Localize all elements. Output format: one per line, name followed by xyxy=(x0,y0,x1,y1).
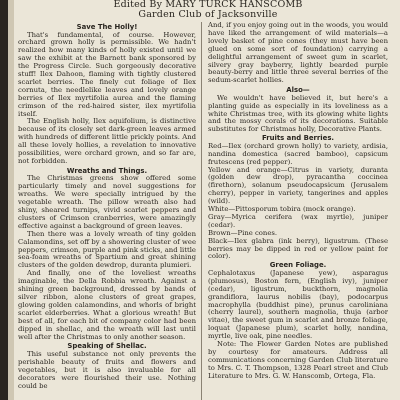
list-paragraph: Yellow and orange—Citrus in variety, duranta (golden dew drop), pyracantha coccinea (firethorn), solanum pseudocapsicum (Jerusalem cherry), pepper in variety, tangerines and apples (wild). xyxy=(208,165,388,206)
subsection-heading: Green Foliage. xyxy=(269,261,327,270)
right-column xyxy=(208,22,388,400)
page-edge-fold xyxy=(8,0,14,400)
column-divider xyxy=(201,22,202,400)
list-paragraph: White—Pittosporum tobira (mock orange). xyxy=(208,205,356,214)
list-paragraph: Brown—Pine cones. xyxy=(208,228,278,237)
body-paragraph: This useful substance not only prevents the perishable beauty of fruits and flowers and vegetables, but it is also invaluable for all decorators were flourished their use. Nothing could be xyxy=(18,349,196,390)
club-byline: Garden Club of Jacksonville xyxy=(138,8,278,20)
editor-byline: Edited By MARY TURCK HANSCOMB xyxy=(113,0,303,10)
section-heading: Also— xyxy=(286,86,310,95)
body-paragraph: The English holly, Ilex aquifolium, is distinctive because of its closely set dark-green leaves armed with hundreds of different little prickly points. And all these lovely hollies, a revelation to innovative possibilities, were orchard grown, and so far are, not forbidden. xyxy=(18,117,196,165)
list-paragraph: And, if you enjoy going out in the woods, you would have liked the arrangement of wild materials—a lovely basket of pine cones (they must have been glued on some sort of foundation) carrying a delightful arrangement of sweet gum in scarlet, silvery gray bayberry, lightly bearded purple beauty-berry and little three several berries of the sedum-scarlet hollies. xyxy=(208,22,388,85)
body-paragraph: That's fundamental, of course. However, orchard grown holly is permissible. We hadn't realized how many kinds of holly existed until we saw the exhibit at the Barnett bank sponsored by the Progress Circle. Such gorgeously decorative stuff! Ilex Dahoon, flaming with tightly clustered scarlet berries. The finely cut foliage of Ilex cornuta, the needlelike leaves and lovely orange berries of Ilex myrtifolia aurea and the flaming crimson of the red-haired sister, ilex myrtifolia itself. xyxy=(18,30,196,118)
body-paragraph: And finally, one of the loveliest wreaths imaginable, the Della Robbia wreath. Against a shining green background, dressed by bands of silver ribbon, alone clusters of great grapes, glowing golden calamondins, and whorls of bright scarlet elderberries. What a glorious wreath! But best of all, for each bit of company color had been dipped in shellac, and the wreath will last until well after the Christmas to only another season. xyxy=(18,269,196,341)
left-column xyxy=(18,22,196,400)
list-paragraph: Cephalotaxus (Japanese yew), asparagus (plumosus), Boston fern, (English ivy), juniper (cedar), ligustrum, buckthorn, magnolia grandiflora, laurus nobilis (bay), podocarpus macrophylla (buddhist pine), prunus caroliniana (cherry laurel), southern magnolia, thuja (arbor vitae), the sweet gum in scarlet and bronze foliage, loquat (Japanese plum), scarlet holly, nandina, myrtle, live oak, pine needles. xyxy=(208,268,388,341)
list-paragraph: Gray—Myrica cerifera (wax myrtle), juniper (cedar). xyxy=(208,212,388,229)
body-paragraph: The Christmas greens show offered some particularly timely and novel suggestions for wreaths. We were specially intrigued by the vegetable wreath. The pillow wreath also had shiny, sheared turnips, vivid scarlet peppers and clusters of Crimson cranberries, were amazingly effective against a background of green leaves. xyxy=(18,174,196,230)
subsection-heading: Fruits and Berries. xyxy=(261,134,335,143)
page-edge-shadow xyxy=(0,0,8,400)
editor-note: Note: The Flower Garden Notes are published by courtesy for amateurs. Address all communications concerning Garden Club literature to Mrs. C. T. Thompson, 1328 Pearl street and Club Literature to Mrs. G. W. Hanscomb, Ortega, Fla. xyxy=(208,340,388,380)
body-paragraph: We wouldn't have believed it, but here's a planting guide as especially in its loveliness as a white Christmas tree, with its glowing white lights and the mossy corals of its decorations. Suitable substitutes for Christmas holly, Decorative Plants. xyxy=(208,93,388,134)
list-paragraph: Red—Ilex (orchard grown holly) to variety, ardisia, nandina domestica (sacred bamboo), capsicum frutescens (red pepper). xyxy=(208,141,388,166)
column-masthead xyxy=(16,0,400,20)
section-heading: Save The Holly! xyxy=(76,23,138,31)
section-heading: Speaking of Shellac. xyxy=(67,342,147,351)
list-paragraph: Black—Ilex glabra (ink berry), ligustrum. (These berries may be dipped in red or yellow paint for color). xyxy=(208,236,388,261)
body-paragraph: Then there was a lovely wreath of tiny golden Calamondins, set off by a showering cluster of wee peppers, crimson, purple and pink sticks, and little sea-foam wreaths of Spartium and great shining clusters of the golden dewdrop, duranta plumieri. xyxy=(18,229,196,270)
section-heading: Wreaths and Things. xyxy=(66,166,148,175)
